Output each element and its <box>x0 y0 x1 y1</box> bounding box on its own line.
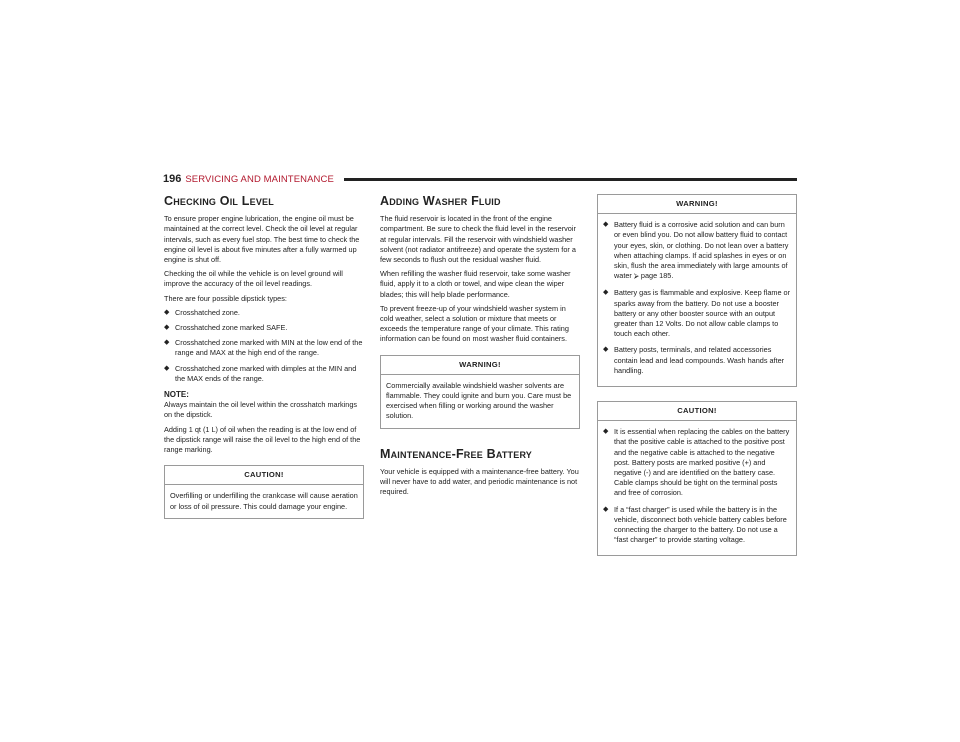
note-text: Always maintain the oil level within the crosshatch markings on the dipstick. <box>164 400 358 420</box>
caution-title: CAUTION! <box>598 402 796 421</box>
page-number: 196 <box>163 173 182 185</box>
caution-list <box>603 427 791 545</box>
caution-text: Overfilling or underfilling the crankcase will cause aeration or loss of oil pressure. This could damage your engine. <box>170 491 358 511</box>
column-washer-fluid <box>380 196 580 501</box>
list-item: ◆ It is essential when replacing the cables on the battery that the positive cable is attached to the positive post and the negative cable is attached to the negative post. Battery posts are marked positive (+) and negative (-) and are identified on the battery case. Cable clamps should be tight on the terminal posts and free of corrosion. <box>603 427 790 498</box>
heading-maintenance-free-battery: Maintenance-Free Battery <box>380 446 533 461</box>
bullet-icon: ◆ <box>603 346 609 354</box>
list-item: ◆ Crosshatched zone. <box>164 307 240 317</box>
warning-title: WARNING! <box>598 195 796 214</box>
list-item: ◆ Battery gas is flammable and explosive. Keep flame or sparks away from the battery. Do not use a booster battery or any other booster source with an output greater than 12 Volts. Do not allow cable clamps to touch each other. <box>603 288 791 339</box>
bullet-icon: ◆ <box>164 339 170 347</box>
heading-adding-washer-fluid: Adding Washer Fluid <box>380 194 501 208</box>
paragraph: When refilling the washer fluid reservoir, take some washer fluid, apply it to a cloth or towel, and wipe clean the wiper blades; this will help blade performance. <box>380 269 571 299</box>
paragraph: The fluid reservoir is located in the front of the engine compartment. Be sure to check the fluid level in the reservoir at regular intervals. Fill the reservoir with windshield washer solvent (not radiator antifreeze) and operate the system for a few seconds to flush out the residual washer fluid. <box>380 214 576 265</box>
bullet-icon: ◆ <box>164 324 170 332</box>
column-checking-oil <box>164 196 364 519</box>
list-item: ◆ Crosshatched zone marked SAFE. <box>164 323 288 333</box>
section-title: SERVICING AND MAINTENANCE <box>185 173 334 185</box>
paragraph: Checking the oil while the vehicle is on level ground will improve the accuracy of the oil level readings. <box>164 269 343 289</box>
battery-caution-box <box>597 401 797 556</box>
list-item: ◆ Battery fluid is a corrosive acid solution and can burn or even blind you. Do not allow battery fluid to contact your eyes, skin, or clothing. Do not lean over a battery when attaching clamps. If acid splashes in eyes or on skin, flush the area immediately with large amounts of water ⮚ page 185. <box>603 220 789 281</box>
bullet-icon: ◆ <box>603 505 609 513</box>
paragraph: To prevent freeze-up of your windshield washer system in cold weather, select a solution or mixture that meets or exceeds the temperature range of your climate. This rating information can be found on most washer fluid containers. <box>380 303 569 344</box>
list-item: ◆ If a “fast charger” is used while the battery is in the vehicle, disconnect both vehicle battery cables before connecting the charger to the battery. Do not use a “fast charger” to provide starting voltage. <box>603 504 787 545</box>
caution-title: CAUTION! <box>165 466 363 485</box>
warning-text: Commercially available windshield washer solvents are flammable. They could ignite and burn you. Care must be exercised when filling or working around the washer solution. <box>386 380 572 421</box>
bullet-icon: ◆ <box>603 221 609 229</box>
warning-box <box>380 355 580 429</box>
list-item: ◆ Crosshatched zone marked with dimples at the MIN and the MAX ends of the range. <box>164 363 357 383</box>
page-header <box>163 171 797 187</box>
page-reference-arrow-icon: ⮚ <box>633 273 639 281</box>
header-rule <box>344 178 797 181</box>
warning-list <box>603 220 791 376</box>
paragraph: Your vehicle is equipped with a maintenance-free battery. You will never have to add water, and periodic maintenance is not required. <box>380 466 579 497</box>
battery-warning-box <box>597 194 797 387</box>
paragraph: To ensure proper engine lubrication, the engine oil must be maintained at the correct level. Check the oil level at regular intervals, such as every fuel stop. The best time to check the engine oil level is about five minutes after a fully warmed up engine is shut off. <box>164 214 360 265</box>
dipstick-types-list <box>164 308 364 384</box>
page-reference-link[interactable]: page 185. <box>640 271 674 281</box>
bullet-icon: ◆ <box>603 428 609 436</box>
caution-box <box>164 465 364 519</box>
list-item: ◆ Battery posts, terminals, and related accessories contain lead and lead compounds. Wash hands after handling. <box>603 345 785 375</box>
bullet-icon: ◆ <box>603 289 609 297</box>
column-battery-warnings <box>597 194 797 556</box>
paragraph: Adding 1 qt (1 L) of oil when the reading is at the low end of the dipstick range will raise the oil level to the high end of the range marking. <box>164 424 361 455</box>
paragraph: There are four possible dipstick types: <box>164 293 287 303</box>
bullet-icon: ◆ <box>164 308 170 316</box>
heading-checking-oil-level: Checking Oil Level <box>164 194 274 208</box>
note-label: NOTE: <box>164 390 189 400</box>
bullet-icon: ◆ <box>164 364 170 372</box>
warning-title: WARNING! <box>381 356 579 375</box>
list-item: ◆ Crosshatched zone marked with MIN at the low end of the range and MAX at the high end of the range. <box>164 338 363 358</box>
